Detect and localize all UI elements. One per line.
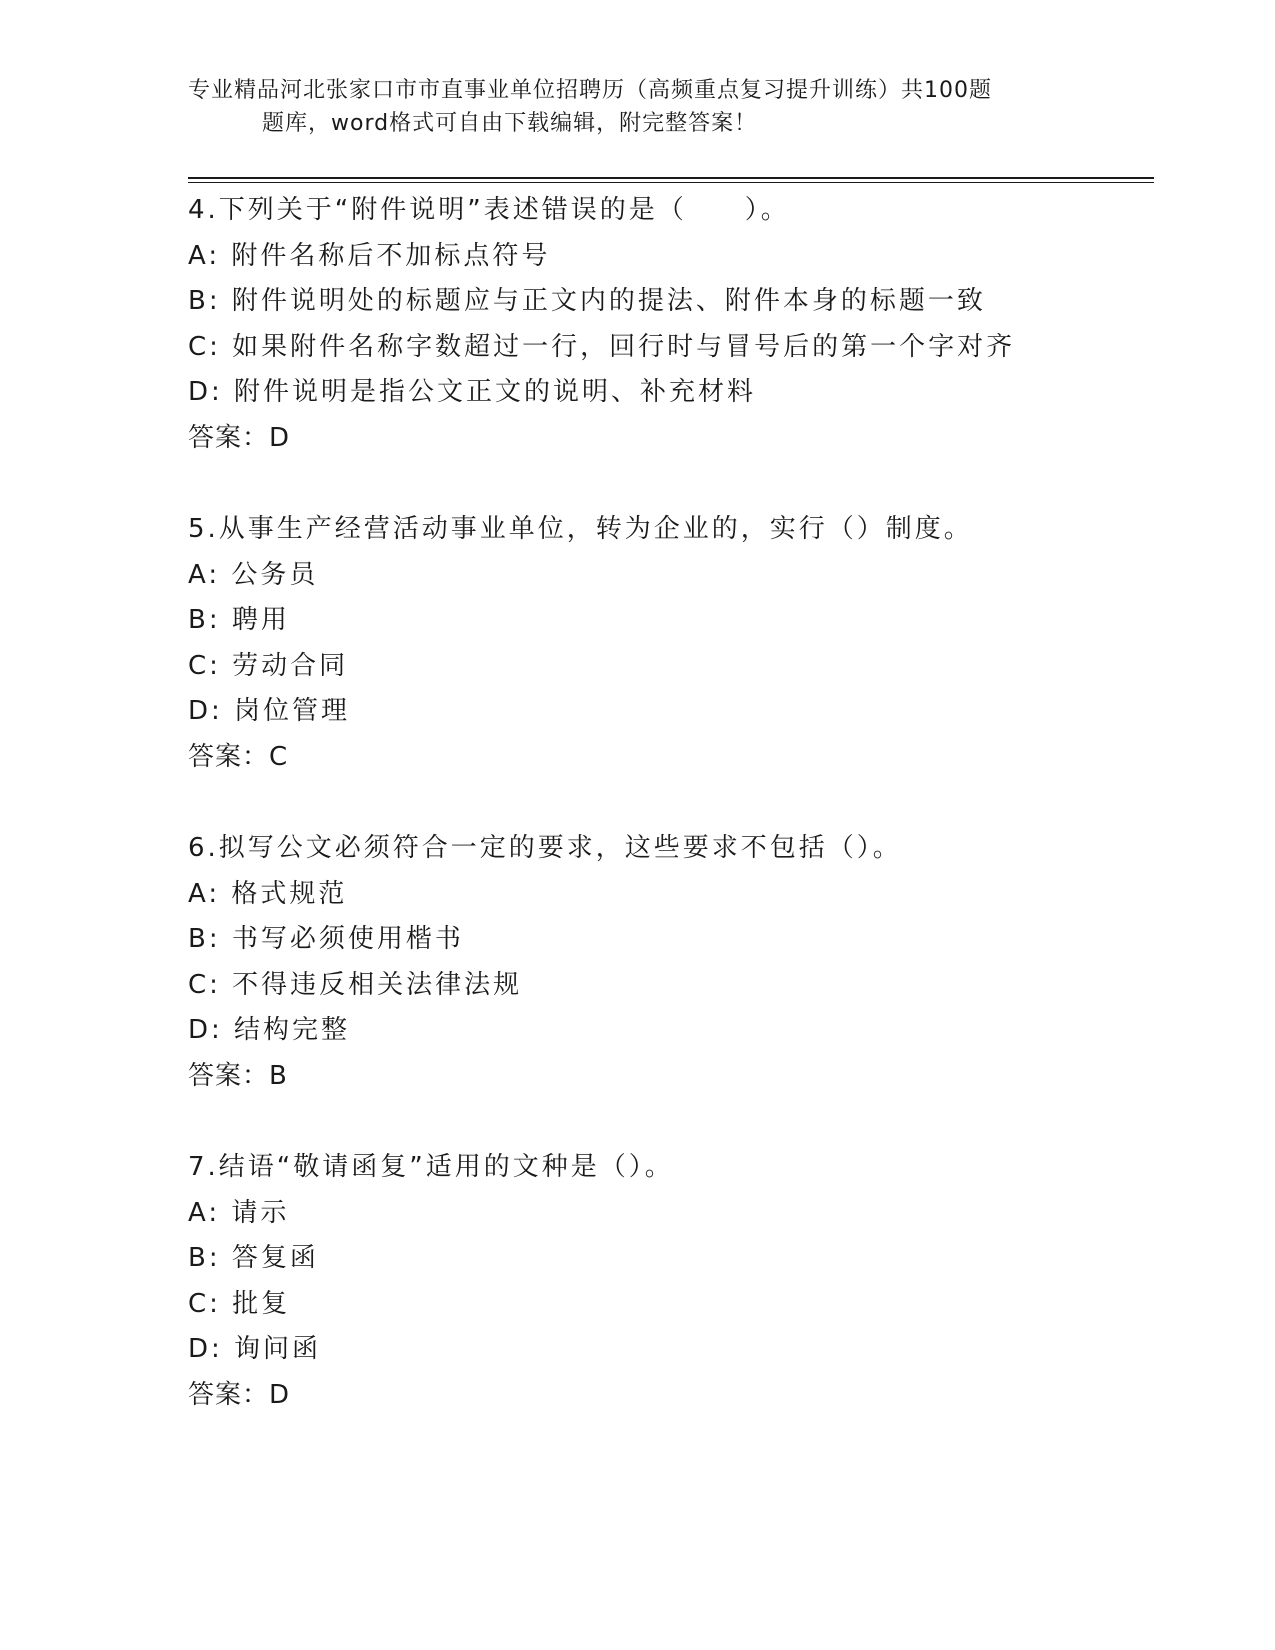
document-header [188,74,1068,140]
header-title-line2: 题库，word格式可自由下载编辑，附完整答案！ [262,111,758,136]
question-stem: 5.从事生产经营活动事业单位，转为企业的，实行（）制度。 [188,514,973,544]
option-b: B: 答复函 [188,1243,319,1273]
question-stem: 4.下列关于“附件说明”表述错误的是（ ）。 [188,195,790,225]
option-c: C: 如果附件名称字数超过一行，回行时与冒号后的第一个字对齐 [188,331,1016,362]
option-c: C: 批复 [188,1288,291,1319]
question-stem: 6.拟写公文必须符合一定的要求，这些要求不包括（）。 [188,833,902,863]
option-a: A: 格式规范 [188,878,348,909]
question-4 [188,188,1168,461]
option-a: A: 公务员 [188,559,319,590]
answer-label: 答案：D [188,1379,291,1410]
header-divider-thick [188,177,1154,179]
header-divider-thin [188,182,1154,183]
option-a: A: 请示 [188,1197,290,1228]
option-b: B: 聘用 [188,605,290,635]
option-b: B: 书写必须使用楷书 [188,924,464,954]
option-d: D: 岗位管理 [188,696,351,726]
question-5 [188,507,1168,780]
option-c: C: 劳动合同 [188,650,349,681]
option-b: B: 附件说明处的标题应与正文内的提法、附件本身的标题一致 [188,286,986,316]
question-stem: 7.结语“敬请函复”适用的文种是（）。 [188,1152,674,1182]
header-title-line1: 专业精品河北张家口市市直事业单位招聘历（高频重点复习提升训练）共100题 [188,78,992,103]
answer-label: 答案：C [188,741,289,772]
option-d: D: 询问函 [188,1334,322,1364]
question-7 [188,1145,1168,1418]
option-c: C: 不得违反相关法律法规 [188,969,523,1000]
question-6 [188,826,1168,1099]
option-a: A: 附件名称后不加标点符号 [188,240,551,271]
option-d: D: 结构完整 [188,1015,351,1045]
answer-label: 答案：B [188,1060,288,1091]
answer-label: 答案：D [188,422,291,453]
option-d: D: 附件说明是指公文正文的说明、补充材料 [188,377,757,407]
